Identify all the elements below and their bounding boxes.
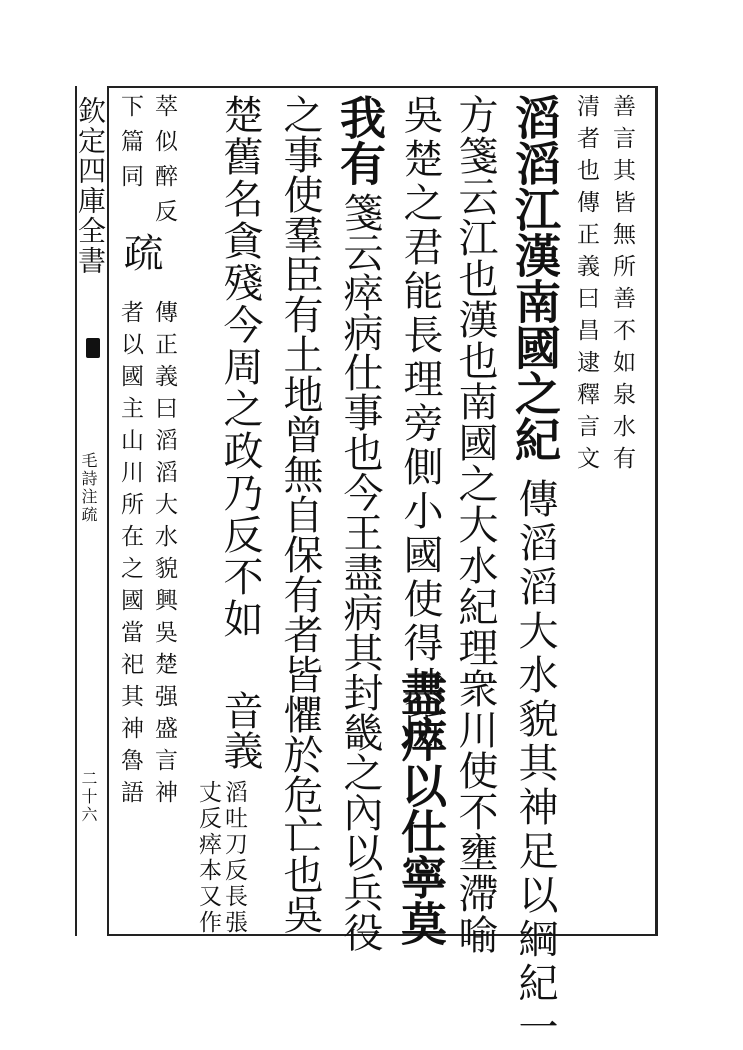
poem-line-3: 我有 (333, 94, 387, 186)
commentary-column-7: 之事使羣臣有土地曾無自保有者皆懼於危亡也吳 (277, 94, 323, 934)
text-column-2: 清者也傳正義曰昌逮釋言文 (573, 94, 599, 478)
commentary-column-5: 吳楚之君能長理旁側小國使得其所 (397, 94, 443, 754)
yinyi-note-right: 滔吐刀反長張 (221, 780, 247, 936)
commentary-column-6: 箋云瘁病仕事也今王盡病其封畿之內以兵役 (337, 192, 383, 952)
gutter-book-title: 毛詩注疏 (79, 452, 98, 524)
gutter-right-rule (107, 86, 109, 936)
text-column-1: 善言其皆無所善不如泉水有 (609, 94, 635, 478)
gutter-title: 欽定四庫全書 (74, 96, 107, 276)
fish-tail-mark (86, 338, 100, 358)
yinyi-note-left: 丈反瘁本又作 (195, 780, 221, 936)
frame-top-border (107, 86, 657, 88)
poem-line-1: 滔滔江漢南國之紀 (508, 94, 562, 462)
commentary-column-3: 傳滔滔大水貌其神足以綱紀一 (512, 478, 558, 1050)
commentary-column-4: 方箋云江也漢也南國之大水紀理衆川使不壅滯喻 (452, 94, 498, 955)
poem-line-2: 盡瘁以仕寧莫 (394, 670, 448, 946)
note-column-9-right: 萃似醉反 (151, 94, 177, 234)
gutter-page-number: 二十六 (79, 770, 98, 824)
shu-note-left: 者以國主山川所在之國當祀其神魯語 (117, 300, 143, 812)
frame-right-border (655, 86, 658, 936)
shu-label: 疏 (117, 232, 163, 276)
commentary-column-8: 楚舊名貪殘今周之政乃反不如 (217, 94, 263, 640)
shu-note-right: 傳正義曰滔滔大水貌興吳楚强盛言神 (151, 300, 177, 812)
yinyi-label: 音義 (217, 690, 263, 770)
note-column-9-left: 下篇同 (117, 94, 143, 199)
